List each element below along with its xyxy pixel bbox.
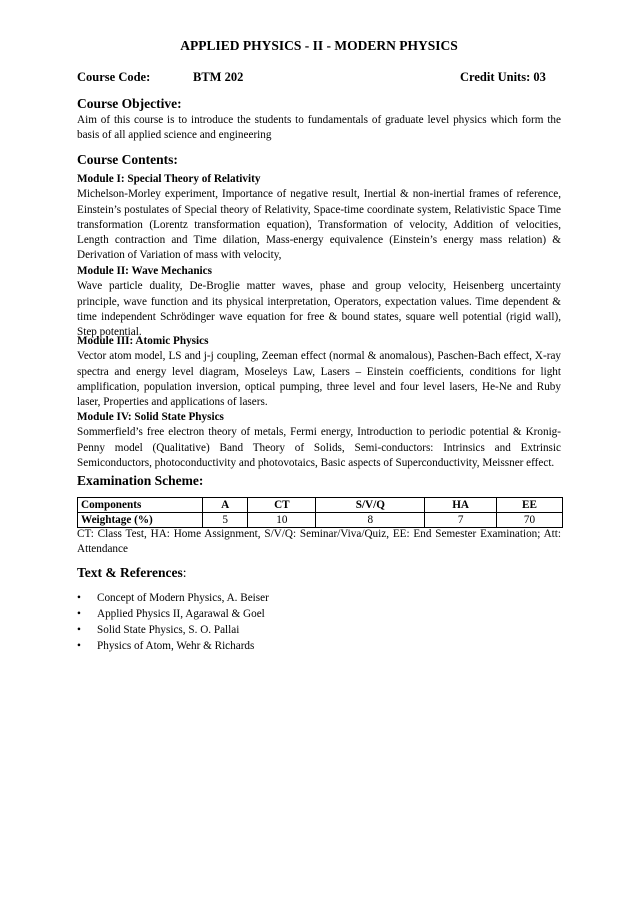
table-cell: Weightage (%) (78, 513, 203, 528)
table-cell: HA (425, 498, 497, 513)
page-title: APPLIED PHYSICS - II - MODERN PHYSICS (180, 38, 458, 53)
list-item (77, 590, 269, 606)
table-cell: 70 (496, 513, 562, 528)
reference-text: Concept of Modern Physics, A. Beiser (97, 592, 269, 604)
reference-text: Physics of Atom, Wehr & Richards (97, 640, 255, 652)
table-cell: 5 (203, 513, 248, 528)
module-1-text: Michelson-Morley experiment, Importance of negative result, Inertial & non-inertial frames of reference, Einstein’s postulates of Special theory of Relativity, Space-time coordinate system, Relativistic Space Time transformation (Lorentz transformation equation), Transformation of velocity, Addition of velocities, Length contraction and Time dilation, Mass-energy equivalence (Einstein’s energy mass relation) & Derivation of Variation of mass with velocity, (77, 188, 561, 262)
table-cell: 10 (248, 513, 316, 528)
course-code-value: BTM 202 (193, 70, 244, 84)
table-cell: Components (78, 498, 203, 513)
table-row (78, 513, 563, 528)
credit-units: Credit Units: 03 (460, 70, 546, 84)
refs-heading-colon: : (182, 565, 187, 580)
table-cell: 7 (425, 513, 497, 528)
list-item (77, 622, 269, 638)
module-4 (77, 410, 561, 471)
module-4-text: Sommerfield’s free electron theory of metals, Fermi energy, Introduction to periodic potential & Kronig-Penny model (Qualitative) Band Theory of Solids, Semi-conductors: Intrinsics and Extrinsic Semiconductors, photoconductivity and photovotaics, Basic aspects of Superconductivity, Meissner effect. (77, 426, 561, 469)
module-3-text: Vector atom model, LS and j-j coupling, Zeeman effect (normal & anomalous), Paschen-Bach effect, X-ray spectra and energy level diagram, Moseleys Law, Lasers – Einstein coefficients, conditions for light amplification, population inversion, optical pumping, three level and four level lasers, He-Ne and Ruby laser, Properties and applications of lasers. (77, 350, 561, 409)
module-2 (77, 264, 561, 340)
contents-heading: Course Contents: (77, 152, 178, 167)
exam-heading: Examination Scheme: (77, 473, 204, 488)
module-4-title: Module IV: Solid State Physics (77, 411, 224, 423)
bullet-icon: • (77, 608, 81, 620)
bullet-icon: • (77, 640, 81, 652)
module-1 (77, 172, 561, 264)
reference-text: Applied Physics II, Agarawal & Goel (97, 608, 265, 620)
refs-heading-text: Text & References (77, 565, 183, 580)
list-item (77, 638, 269, 654)
exam-table (77, 497, 563, 528)
references-list (77, 590, 269, 654)
module-3 (77, 334, 561, 410)
table-cell: CT (248, 498, 316, 513)
table-cell: A (203, 498, 248, 513)
objective-heading: Course Objective: (77, 96, 182, 111)
bullet-icon: • (77, 624, 81, 636)
objective-text: Aim of this course is to introduce the students to fundamentals of graduate level physics which form the basis of all applied science and engineering (77, 114, 561, 142)
exam-note: CT: Class Test, HA: Home Assignment, S/V/Q: Seminar/Viva/Quiz, EE: End Semester Examination; Att: Attendance (77, 528, 561, 556)
refs-heading (77, 565, 186, 581)
table-cell: EE (496, 498, 562, 513)
table-cell: S/V/Q (316, 498, 425, 513)
course-code-label: Course Code: (77, 70, 151, 84)
table-header-row (78, 498, 563, 513)
bullet-icon: • (77, 592, 81, 604)
module-3-title: Module III: Atomic Physics (77, 335, 209, 347)
table-cell: 8 (316, 513, 425, 528)
module-1-title: Module I: Special Theory of Relativity (77, 173, 261, 185)
module-2-title: Module II: Wave Mechanics (77, 265, 212, 277)
list-item (77, 606, 269, 622)
reference-text: Solid State Physics, S. O. Pallai (97, 624, 240, 636)
module-2-text: Wave particle duality, De-Broglie matter waves, phase and group velocity, Heisenberg uncertainty principle, wave function and its physical interpretation, Operators, expectation values. Time dependent & time independent Schrödinger wave equation for free & bound states, square well potential (rigid wall), Step potential. (77, 280, 561, 339)
